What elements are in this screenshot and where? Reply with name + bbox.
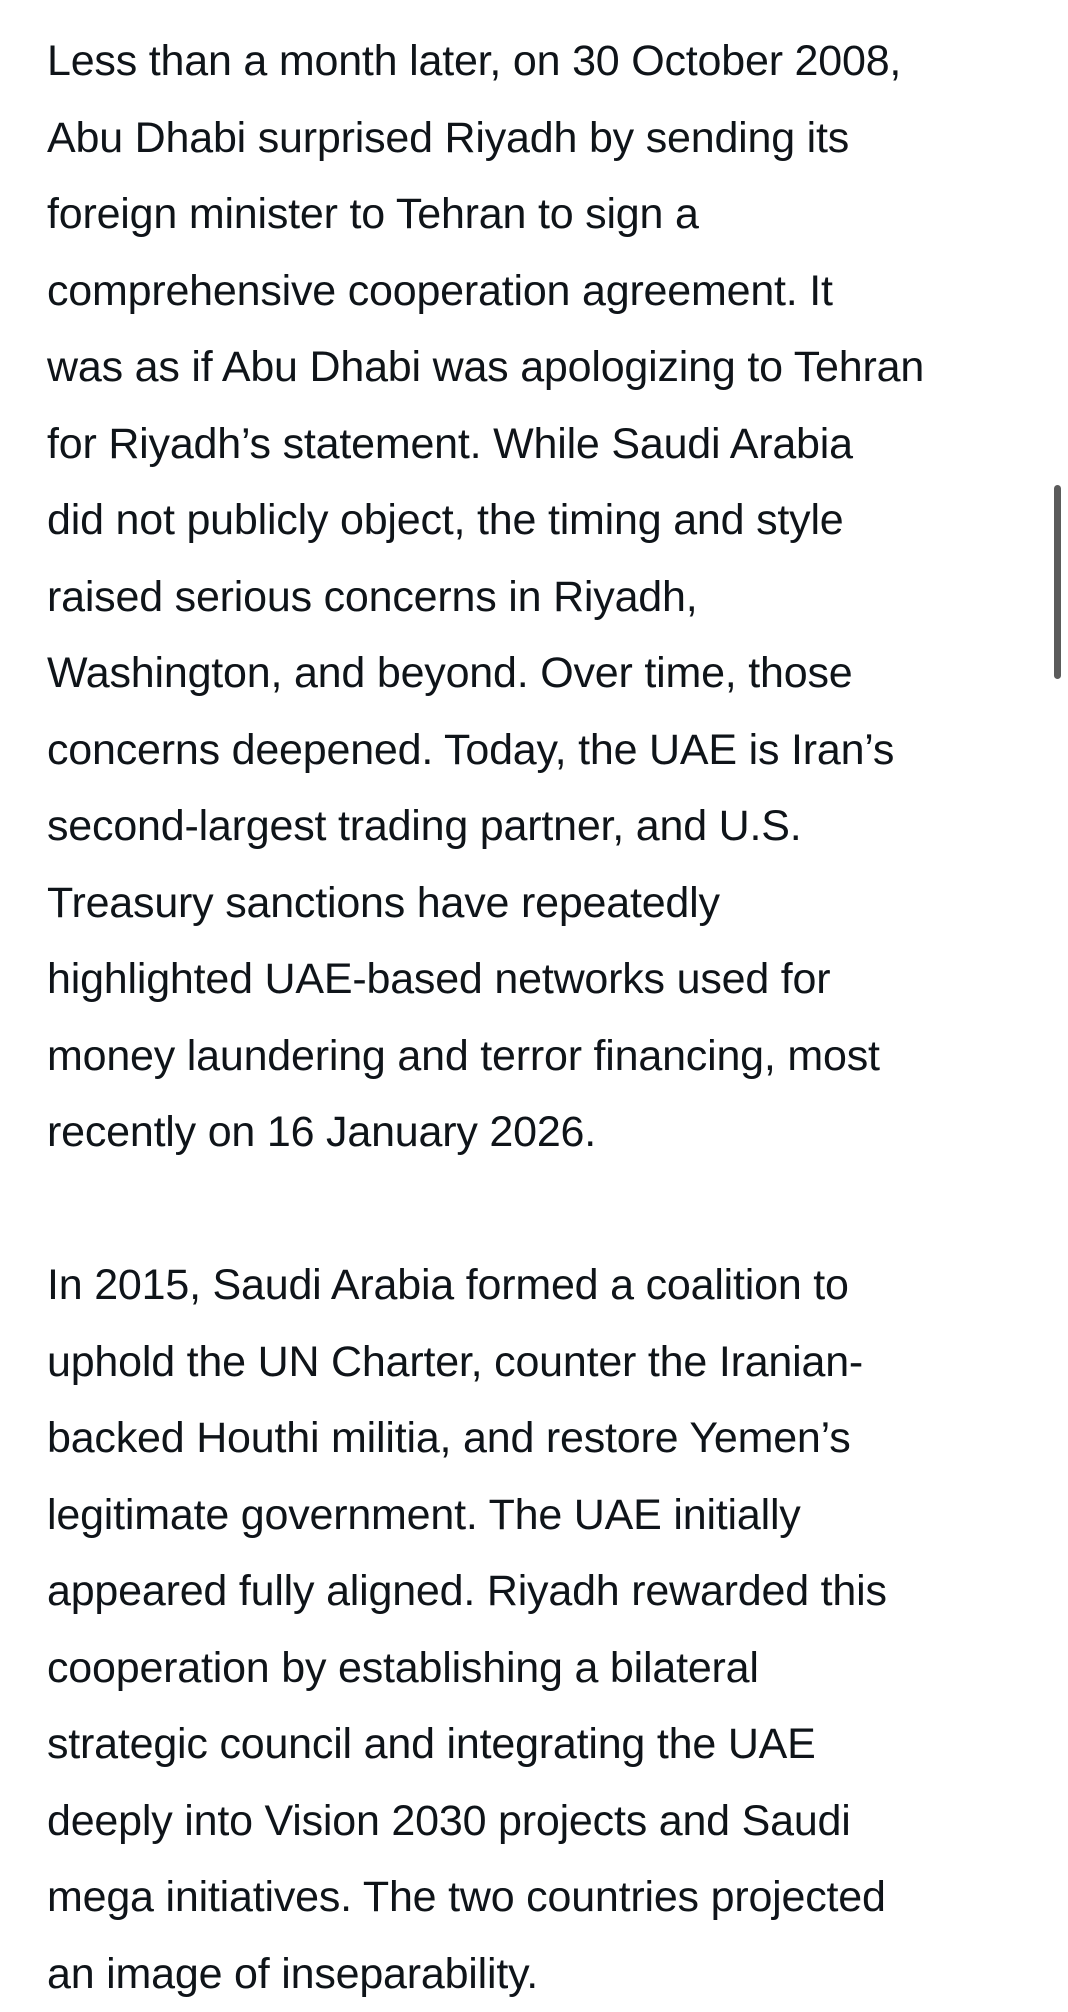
text-line: for Riyadh’s statement. While Saudi Arabia — [47, 406, 1037, 483]
paragraph-2 — [47, 1247, 1037, 2012]
text-line: highlighted UAE-based networks used for — [47, 941, 1037, 1018]
text-line: raised serious concerns in Riyadh, — [47, 559, 1037, 636]
text-line: foreign minister to Tehran to sign a — [47, 176, 1037, 253]
text-line: uphold the UN Charter, counter the Iranian- — [47, 1324, 1037, 1401]
text-line: backed Houthi militia, and restore Yemen’s — [47, 1400, 1037, 1477]
paragraph-1 — [47, 23, 1037, 1171]
text-line: recently on 16 January 2026. — [47, 1094, 1037, 1171]
text-line: Treasury sanctions have repeatedly — [47, 865, 1037, 942]
text-line: legitimate government. The UAE initially — [47, 1477, 1037, 1554]
text-line: In 2015, Saudi Arabia formed a coalition to — [47, 1247, 1037, 1324]
text-line: cooperation by establishing a bilateral — [47, 1630, 1037, 1707]
text-line: Abu Dhabi surprised Riyadh by sending its — [47, 100, 1037, 177]
text-line: deeply into Vision 2030 projects and Saudi — [47, 1783, 1037, 1860]
text-line: appeared fully aligned. Riyadh rewarded this — [47, 1553, 1037, 1630]
text-line: Washington, and beyond. Over time, those — [47, 635, 1037, 712]
text-line: was as if Abu Dhabi was apologizing to Tehran — [47, 329, 1037, 406]
text-line: strategic council and integrating the UAE — [47, 1706, 1037, 1783]
scrollbar-thumb[interactable] — [1054, 485, 1061, 679]
text-line: concerns deepened. Today, the UAE is Iran’s — [47, 712, 1037, 789]
text-line: did not publicly object, the timing and style — [47, 482, 1037, 559]
text-line: Less than a month later, on 30 October 2008, — [47, 23, 1037, 100]
paragraph-spacer — [47, 1171, 1037, 1248]
text-line: second-largest trading partner, and U.S. — [47, 788, 1037, 865]
text-line: comprehensive cooperation agreement. It — [47, 253, 1037, 330]
text-line: an image of inseparability. — [47, 1936, 1037, 2012]
text-line: mega initiatives. The two countries projected — [47, 1859, 1037, 1936]
article-body — [47, 23, 1037, 2012]
text-line: money laundering and terror financing, most — [47, 1018, 1037, 1095]
